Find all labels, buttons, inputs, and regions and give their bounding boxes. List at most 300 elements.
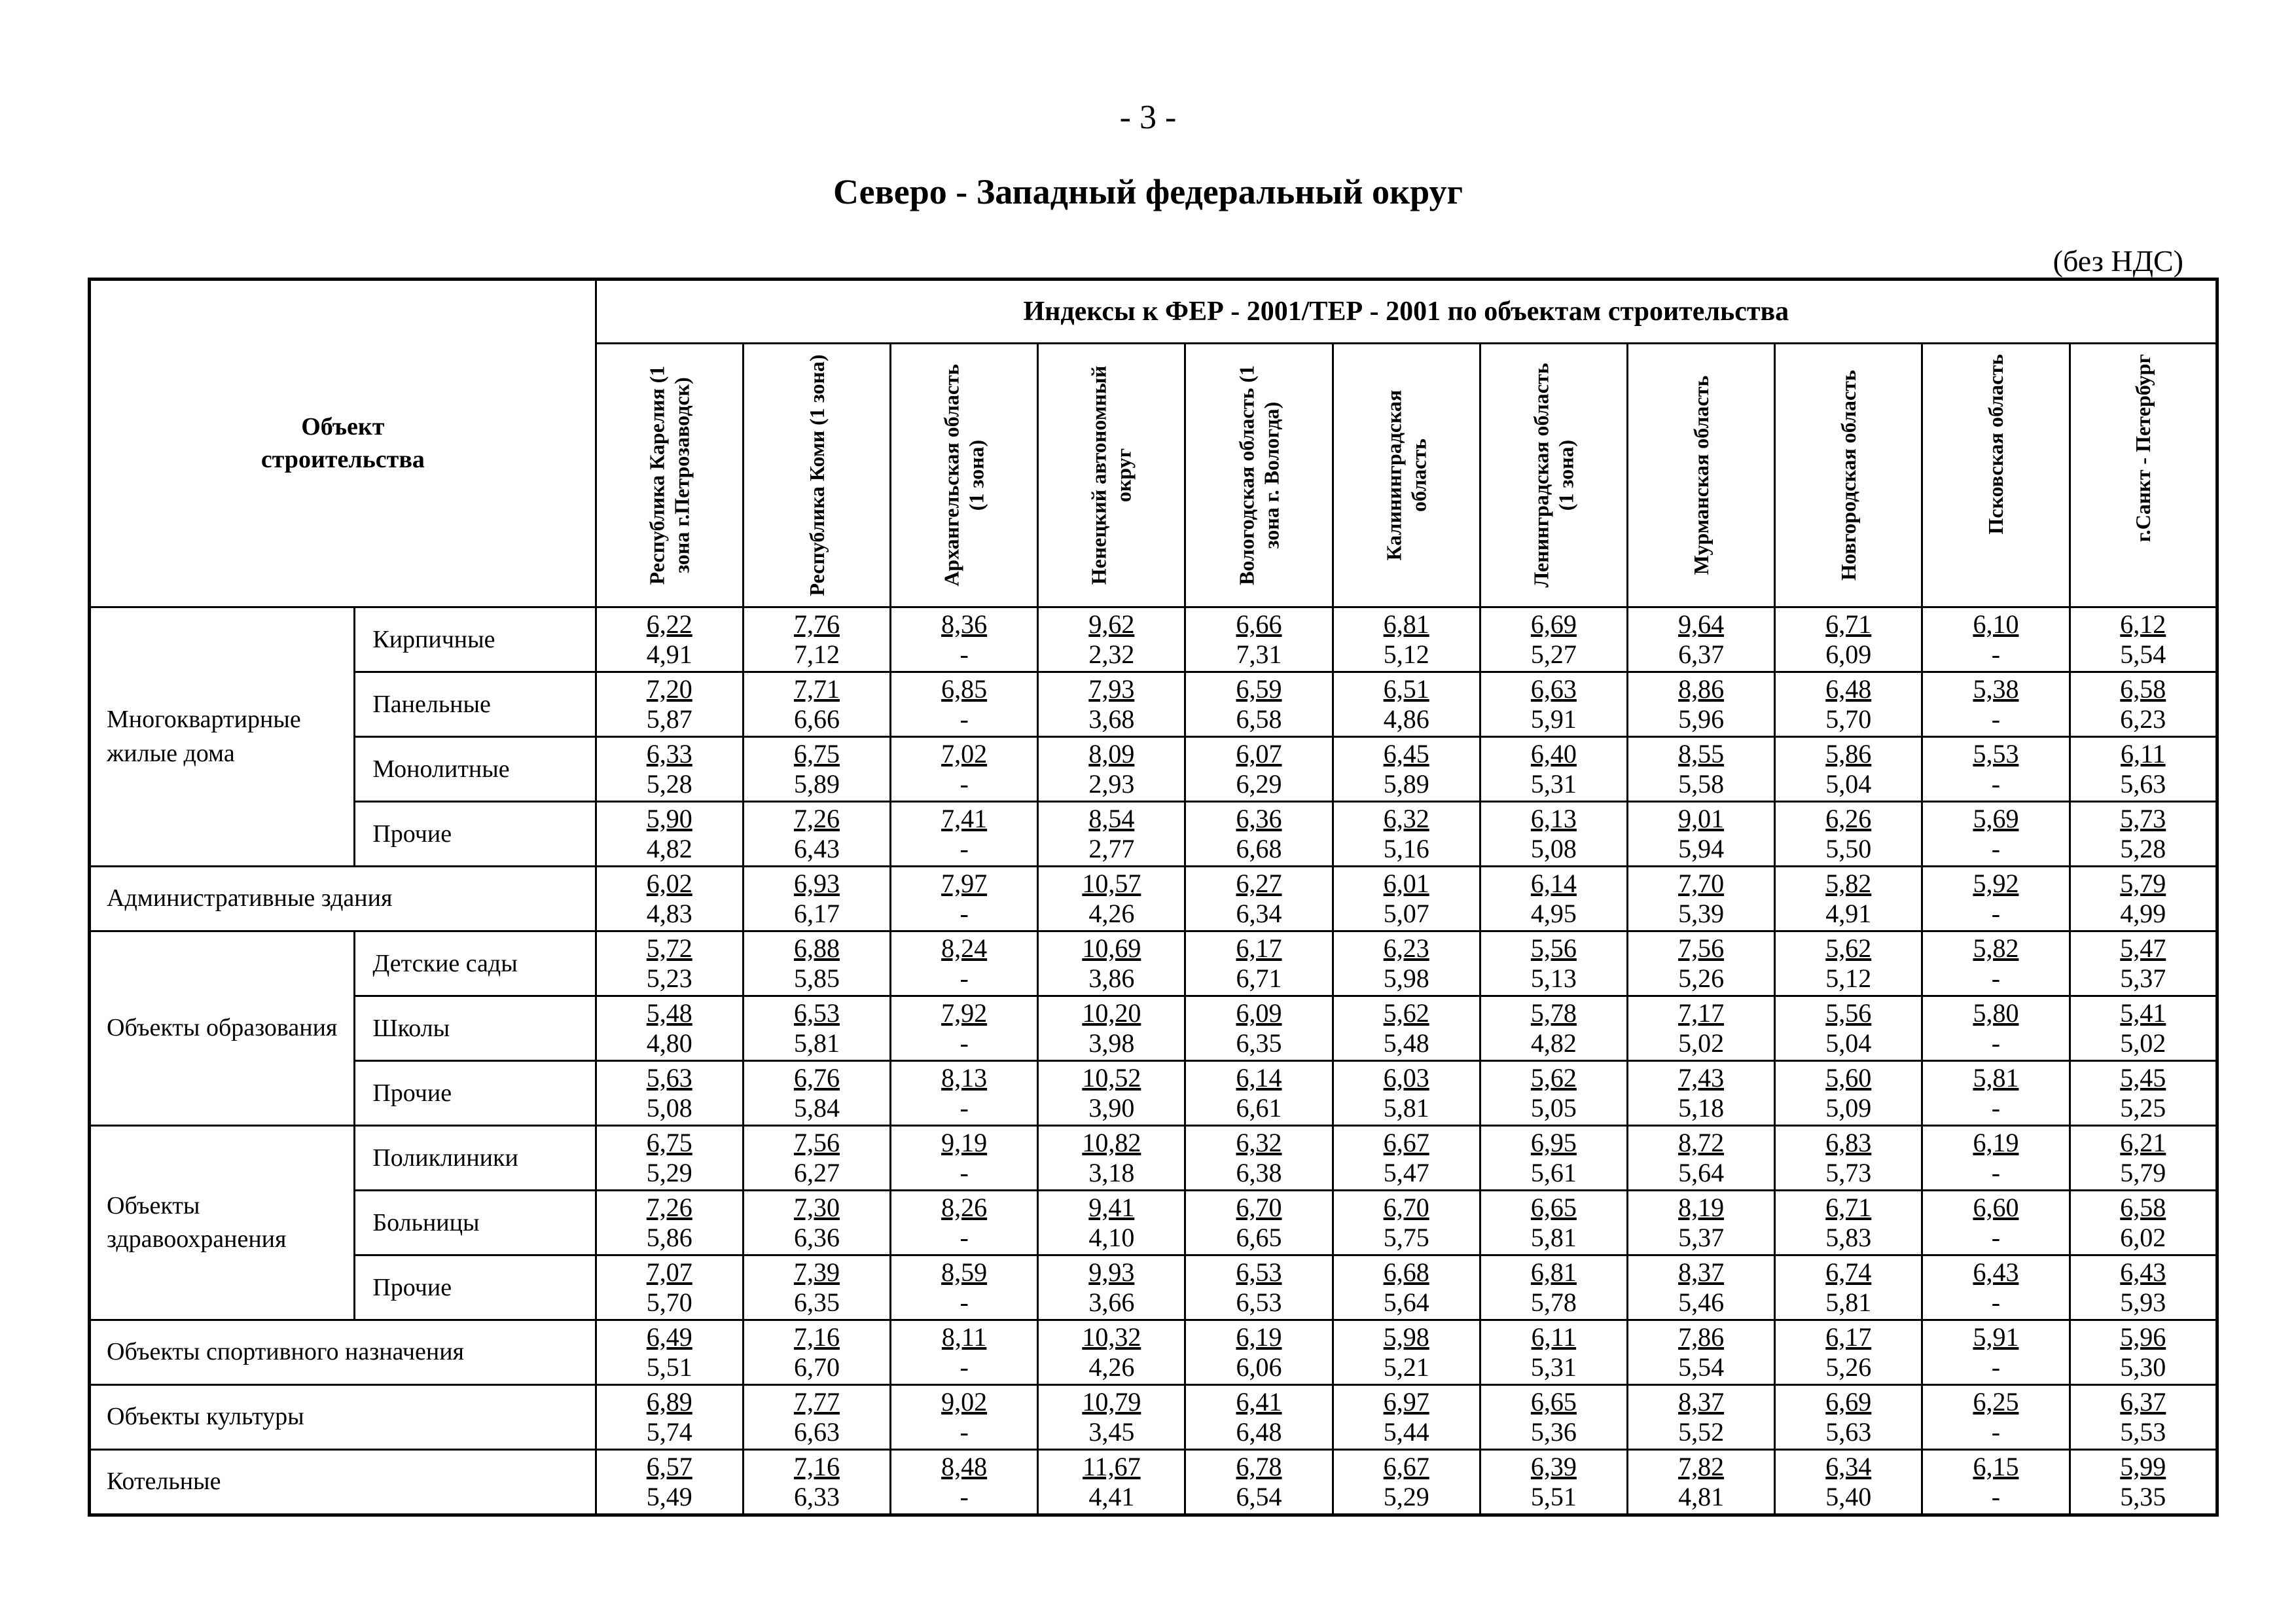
ter-index-value: 5,51 <box>646 1352 692 1382</box>
index-cell <box>1038 802 1185 867</box>
fer-index-value: 6,27 <box>1236 869 1282 898</box>
ter-index-value: 5,93 <box>2120 1288 2166 1317</box>
ter-index-value: 6,35 <box>1236 1028 1282 1058</box>
index-cell <box>2070 1191 2217 1255</box>
ter-index-value: 5,35 <box>2120 1482 2166 1511</box>
ter-index-value: 5,64 <box>1678 1158 1725 1187</box>
fer-index-value: 8,11 <box>941 1322 987 1352</box>
index-cell <box>1480 1191 1627 1255</box>
index-cell <box>1038 931 1185 996</box>
index-cell <box>2070 737 2217 802</box>
ter-index-value: 5,81 <box>1383 1093 1429 1123</box>
fer-index-value: 6,07 <box>1236 739 1282 768</box>
index-cell <box>2070 672 2217 737</box>
region-header-9 <box>1775 344 1922 607</box>
index-cell <box>2070 931 2217 996</box>
fer-index-value: 10,52 <box>1082 1063 1141 1092</box>
ter-index-value: 6,09 <box>1825 640 1872 669</box>
fer-index-value: 6,01 <box>1383 869 1429 898</box>
region-label: Ненецкий автономный округ <box>1086 365 1136 585</box>
fer-index-value: 10,32 <box>1082 1322 1141 1352</box>
ter-index-value: - <box>1991 1288 2001 1317</box>
index-cell <box>1333 867 1480 931</box>
fer-index-value: 6,25 <box>1973 1387 2019 1416</box>
index-cell <box>1627 1450 1774 1515</box>
index-cell <box>1038 996 1185 1061</box>
index-cell <box>1185 672 1333 737</box>
index-cell <box>1922 802 2070 867</box>
index-cell <box>2070 1255 2217 1320</box>
ter-index-value: 5,23 <box>646 964 692 993</box>
fer-index-value: 10,57 <box>1082 869 1141 898</box>
ter-index-value: - <box>960 704 969 734</box>
fer-index-value: 5,56 <box>1825 998 1872 1028</box>
ter-index-value: - <box>960 1417 969 1447</box>
index-cell <box>1480 672 1627 737</box>
index-cell <box>1922 1191 2070 1255</box>
fer-index-value: 5,79 <box>2120 869 2166 898</box>
fer-index-value: 6,45 <box>1383 739 1429 768</box>
fer-index-value: 7,56 <box>793 1128 840 1157</box>
ter-index-value: - <box>960 964 969 993</box>
region-header-4 <box>1038 344 1185 607</box>
fer-index-value: 5,90 <box>646 804 692 833</box>
ter-index-value: 5,85 <box>793 964 840 993</box>
index-cell <box>891 607 1038 672</box>
index-cell <box>743 1450 890 1515</box>
fer-index-value: 6,15 <box>1973 1452 2019 1481</box>
table-row <box>90 867 2217 931</box>
ter-index-value: - <box>1991 1093 2001 1123</box>
index-cell <box>1775 1126 1922 1191</box>
fer-index-value: 7,71 <box>793 674 840 704</box>
fer-index-value: 7,93 <box>1088 674 1135 704</box>
index-cell <box>1627 1320 1774 1385</box>
index-cell <box>1775 1450 1922 1515</box>
fer-index-value: 8,54 <box>1088 804 1135 833</box>
index-cell <box>1185 1191 1333 1255</box>
fer-index-value: 6,11 <box>2121 739 2166 768</box>
fer-index-value: 6,39 <box>1530 1452 1577 1481</box>
index-cell <box>1333 1126 1480 1191</box>
index-cell <box>1185 737 1333 802</box>
index-cell <box>1185 1320 1333 1385</box>
ter-index-value: - <box>960 1223 969 1252</box>
ter-index-value: 5,31 <box>1530 1352 1577 1382</box>
fer-index-value: 5,99 <box>2120 1452 2166 1481</box>
fer-index-value: 6,65 <box>1530 1193 1577 1222</box>
fer-index-value: 6,95 <box>1530 1128 1577 1157</box>
ter-index-value: 4,86 <box>1383 704 1429 734</box>
index-cell <box>1922 996 2070 1061</box>
index-cell <box>1480 737 1627 802</box>
ter-index-value: 6,61 <box>1236 1093 1282 1123</box>
fer-index-value: 6,12 <box>2120 609 2166 639</box>
ter-index-value: 4,91 <box>646 640 692 669</box>
index-cell <box>1038 1385 1185 1450</box>
index-cell <box>1333 1191 1480 1255</box>
index-cell <box>1627 802 1774 867</box>
index-cell <box>1480 1255 1627 1320</box>
ter-index-value: 5,18 <box>1678 1093 1725 1123</box>
ter-index-value: 3,45 <box>1088 1417 1135 1447</box>
ter-index-value: 5,12 <box>1825 964 1872 993</box>
fer-index-value: 8,86 <box>1678 674 1725 704</box>
fer-index-value: 5,81 <box>1973 1063 2019 1092</box>
ter-index-value: 6,70 <box>793 1352 840 1382</box>
fer-index-value: 9,62 <box>1088 609 1135 639</box>
index-cell <box>1480 1320 1627 1385</box>
ter-index-value: 5,25 <box>2120 1093 2166 1123</box>
ter-index-value: 5,16 <box>1383 834 1429 863</box>
index-cell <box>1627 1061 1774 1126</box>
fer-index-value: 6,57 <box>646 1452 692 1481</box>
index-cell <box>891 802 1038 867</box>
ter-index-value: 3,66 <box>1088 1288 1135 1317</box>
ter-index-value: 6,68 <box>1236 834 1282 863</box>
region-label: г.Санкт - Петербург <box>2131 354 2155 543</box>
fer-index-value: 5,48 <box>646 998 692 1028</box>
table-row <box>90 931 2217 996</box>
page-title: Северо - Западный федеральный округ <box>833 172 1463 211</box>
ter-index-value: 4,26 <box>1088 899 1135 928</box>
subtype-label: Школы <box>355 996 596 1061</box>
index-cell <box>1185 1385 1333 1450</box>
index-cell <box>2070 607 2217 672</box>
index-cell <box>1185 996 1333 1061</box>
region-label: Архангельская область (1 зона) <box>939 364 989 586</box>
fer-index-value: 6,75 <box>646 1128 692 1157</box>
fer-index-value: 5,62 <box>1530 1063 1577 1092</box>
ter-index-value: 6,53 <box>1236 1288 1282 1317</box>
group-label: Административные здания <box>90 867 596 931</box>
fer-index-value: 5,45 <box>2120 1063 2166 1092</box>
ter-index-value: 5,96 <box>1678 704 1725 734</box>
index-cell <box>1922 867 2070 931</box>
ter-index-value: 5,73 <box>1825 1158 1872 1187</box>
subtype-label: Больницы <box>355 1191 596 1255</box>
table-row <box>90 737 2217 802</box>
index-cell <box>596 996 743 1061</box>
object-column-header <box>90 280 596 607</box>
ter-index-value: 5,37 <box>2120 964 2166 993</box>
index-cell <box>1627 672 1774 737</box>
ter-index-value: - <box>1991 964 2001 993</box>
ter-index-value: 6,36 <box>793 1223 840 1252</box>
fer-index-value: 5,73 <box>2120 804 2166 833</box>
fer-index-value: 6,93 <box>793 869 840 898</box>
index-cell <box>743 1255 890 1320</box>
fer-index-value: 6,97 <box>1383 1387 1429 1416</box>
ter-index-value: 5,27 <box>1530 640 1577 669</box>
fer-index-value: 6,70 <box>1383 1193 1429 1222</box>
table-body <box>90 607 2217 1515</box>
table-row <box>90 1255 2217 1320</box>
ter-index-value: 6,23 <box>2120 704 2166 734</box>
fer-index-value: 6,78 <box>1236 1452 1282 1481</box>
fer-index-value: 5,63 <box>646 1063 692 1092</box>
fer-index-value: 8,48 <box>941 1452 988 1481</box>
ter-index-value: 5,75 <box>1383 1223 1429 1252</box>
ter-index-value: - <box>960 899 969 928</box>
fer-index-value: 6,76 <box>793 1063 840 1092</box>
ter-index-value: 4,82 <box>1530 1028 1577 1058</box>
ter-index-value: 5,47 <box>1383 1158 1429 1187</box>
index-cell <box>1775 607 1922 672</box>
ter-index-value: 5,39 <box>1678 899 1725 928</box>
ter-index-value: 5,52 <box>1678 1417 1725 1447</box>
index-cell <box>1333 607 1480 672</box>
index-cell <box>1775 1255 1922 1320</box>
construction-index-table <box>88 278 2219 1517</box>
region-label: Вологодская область (1 зона г. Вологда) <box>1234 365 1283 585</box>
ter-index-value: 5,30 <box>2120 1352 2166 1382</box>
region-header-8 <box>1627 344 1774 607</box>
fer-index-value: 6,03 <box>1383 1063 1429 1092</box>
subtype-label: Прочие <box>355 1061 596 1126</box>
ter-index-value: 5,91 <box>1530 704 1577 734</box>
index-cell <box>1775 931 1922 996</box>
fer-index-value: 7,41 <box>941 804 988 833</box>
ter-index-value: - <box>960 1028 969 1058</box>
table-header-row <box>90 280 2217 344</box>
ter-index-value: 5,07 <box>1383 899 1429 928</box>
index-cell <box>891 1320 1038 1385</box>
fer-index-value: 10,69 <box>1082 933 1141 963</box>
table-row <box>90 1320 2217 1385</box>
ter-index-value: 5,70 <box>1825 704 1872 734</box>
region-label: Калининградская область <box>1382 389 1431 561</box>
index-cell <box>1922 931 2070 996</box>
table-row <box>90 996 2217 1061</box>
ter-index-value: 5,79 <box>2120 1158 2166 1187</box>
index-cell <box>743 1126 890 1191</box>
ter-index-value: 6,66 <box>793 704 840 734</box>
index-cell <box>596 1385 743 1450</box>
ter-index-value: 6,33 <box>793 1482 840 1511</box>
index-cell <box>1922 1061 2070 1126</box>
table-row <box>90 802 2217 867</box>
fer-index-value: 6,41 <box>1236 1387 1282 1416</box>
ter-index-value: 5,09 <box>1825 1093 1872 1123</box>
page-number: - 3 - <box>1119 99 1177 136</box>
ter-index-value: - <box>960 1288 969 1317</box>
fer-index-value: 7,07 <box>646 1257 692 1287</box>
region-header-11 <box>2070 344 2217 607</box>
ter-index-value: 7,31 <box>1236 640 1282 669</box>
fer-index-value: 5,98 <box>1383 1322 1429 1352</box>
ter-index-value: 5,54 <box>1678 1352 1725 1382</box>
table-row <box>90 1385 2217 1450</box>
fer-index-value: 6,65 <box>1530 1387 1577 1416</box>
fer-index-value: 6,22 <box>646 609 692 639</box>
index-cell <box>2070 1450 2217 1515</box>
index-cell <box>891 737 1038 802</box>
fer-index-value: 6,33 <box>646 739 692 768</box>
indices-header: Индексы к ФЕР - 2001/ТЕР - 2001 по объектам строительства <box>596 280 2217 344</box>
ter-index-value: - <box>1991 834 2001 863</box>
ter-index-value: - <box>1991 1482 2001 1511</box>
ter-index-value: 6,38 <box>1236 1158 1282 1187</box>
fer-index-value: 7,30 <box>793 1193 840 1222</box>
index-cell <box>596 931 743 996</box>
fer-index-value: 9,41 <box>1088 1193 1135 1222</box>
fer-index-value: 9,02 <box>941 1387 988 1416</box>
index-cell <box>1480 1450 1627 1515</box>
fer-index-value: 5,82 <box>1973 933 2019 963</box>
index-cell <box>743 672 890 737</box>
ter-index-value: 5,83 <box>1825 1223 1872 1252</box>
ter-index-value: 5,86 <box>646 1223 692 1252</box>
index-cell <box>1333 1320 1480 1385</box>
fer-index-value: 6,74 <box>1825 1257 1872 1287</box>
index-cell <box>1775 1061 1922 1126</box>
table-row <box>90 1450 2217 1515</box>
fer-index-value: 6,32 <box>1383 804 1429 833</box>
index-cell <box>1627 1126 1774 1191</box>
ter-index-value: 5,28 <box>646 769 692 799</box>
ter-index-value: 5,58 <box>1678 769 1725 799</box>
fer-index-value: 8,09 <box>1088 739 1135 768</box>
subtype-label: Кирпичные <box>355 607 596 672</box>
ter-index-value: 5,28 <box>2120 834 2166 863</box>
index-cell <box>1333 1255 1480 1320</box>
fer-index-value: 6,36 <box>1236 804 1282 833</box>
subtype-label: Поликлиники <box>355 1126 596 1191</box>
index-cell <box>1333 802 1480 867</box>
ter-index-value: 5,02 <box>2120 1028 2166 1058</box>
index-cell <box>1333 996 1480 1061</box>
index-cell <box>1627 1191 1774 1255</box>
index-cell <box>891 1126 1038 1191</box>
fer-index-value: 5,82 <box>1825 869 1872 898</box>
ter-index-value: - <box>1991 1158 2001 1187</box>
index-cell <box>1922 1255 2070 1320</box>
index-cell <box>2070 1126 2217 1191</box>
ter-index-value: - <box>1991 1028 2001 1058</box>
fer-index-value: 5,72 <box>646 933 692 963</box>
ter-index-value: 5,13 <box>1530 964 1577 993</box>
ter-index-value: 6,54 <box>1236 1482 1282 1511</box>
index-cell <box>1627 737 1774 802</box>
fer-index-value: 6,32 <box>1236 1128 1282 1157</box>
index-cell <box>1185 1126 1333 1191</box>
index-cell <box>1480 996 1627 1061</box>
index-cell <box>2070 802 2217 867</box>
index-cell <box>1922 737 2070 802</box>
index-cell <box>891 996 1038 1061</box>
index-cell <box>743 996 890 1061</box>
ter-index-value: 5,63 <box>2120 769 2166 799</box>
fer-index-value: 7,20 <box>646 674 692 704</box>
ter-index-value: 6,17 <box>793 899 840 928</box>
ter-index-value: 7,12 <box>793 640 840 669</box>
fer-index-value: 6,40 <box>1530 739 1577 768</box>
index-cell <box>1775 1320 1922 1385</box>
fer-index-value: 6,19 <box>1973 1128 2019 1157</box>
index-cell <box>1775 867 1922 931</box>
index-cell <box>2070 867 2217 931</box>
index-cell <box>2070 996 2217 1061</box>
index-cell <box>596 1320 743 1385</box>
fer-index-value: 6,37 <box>2120 1387 2166 1416</box>
fer-index-value: 7,17 <box>1678 998 1725 1028</box>
ter-index-value: 6,35 <box>793 1288 840 1317</box>
index-cell <box>596 1450 743 1515</box>
fer-index-value: 9,19 <box>941 1128 988 1157</box>
ter-index-value: 5,89 <box>793 769 840 799</box>
ter-index-value: 6,02 <box>2120 1223 2166 1252</box>
fer-index-value: 7,97 <box>941 869 988 898</box>
fer-index-value: 7,26 <box>646 1193 692 1222</box>
fer-index-value: 7,16 <box>793 1322 840 1352</box>
fer-index-value: 6,66 <box>1236 609 1282 639</box>
fer-index-value: 6,19 <box>1236 1322 1282 1352</box>
ter-index-value: 3,18 <box>1088 1158 1135 1187</box>
index-cell <box>891 1450 1038 1515</box>
index-cell <box>1775 672 1922 737</box>
ter-index-value: 5,87 <box>646 704 692 734</box>
table-row <box>90 672 2217 737</box>
region-header-5 <box>1185 344 1333 607</box>
index-cell <box>743 1191 890 1255</box>
index-cell <box>1627 1255 1774 1320</box>
fer-index-value: 6,67 <box>1383 1452 1429 1481</box>
fer-index-value: 6,67 <box>1383 1128 1429 1157</box>
ter-index-value: 5,08 <box>1530 834 1577 863</box>
fer-index-value: 6,85 <box>941 674 988 704</box>
fer-index-value: 7,70 <box>1678 869 1725 898</box>
fer-index-value: 5,92 <box>1973 869 2019 898</box>
ter-index-value: 5,63 <box>1825 1417 1872 1447</box>
index-cell <box>596 802 743 867</box>
fer-index-value: 7,02 <box>941 739 988 768</box>
index-cell <box>1480 1126 1627 1191</box>
fer-index-value: 6,14 <box>1236 1063 1282 1092</box>
fer-index-value: 6,43 <box>1973 1257 2019 1287</box>
index-cell <box>2070 1320 2217 1385</box>
index-cell <box>1038 1061 1185 1126</box>
index-cell <box>1627 996 1774 1061</box>
ter-index-value: 3,68 <box>1088 704 1135 734</box>
fer-index-value: 8,59 <box>941 1257 988 1287</box>
region-header-10 <box>1922 344 2070 607</box>
region-label: Республика Карелия (1 зона г.Петрозаводск) <box>645 365 694 585</box>
group-label: Объекты спортивного назначения <box>90 1320 596 1385</box>
ter-index-value: - <box>960 640 969 669</box>
ter-index-value: 5,61 <box>1530 1158 1577 1187</box>
fer-index-value: 5,96 <box>2120 1322 2166 1352</box>
fer-index-value: 6,70 <box>1236 1193 1282 1222</box>
fer-index-value: 7,39 <box>793 1257 840 1287</box>
fer-index-value: 5,60 <box>1825 1063 1872 1092</box>
index-cell <box>596 737 743 802</box>
ter-index-value: - <box>1991 640 2001 669</box>
ter-index-value: 5,12 <box>1383 640 1429 669</box>
ter-index-value: 5,40 <box>1825 1482 1872 1511</box>
ter-index-value: 6,65 <box>1236 1223 1282 1252</box>
fer-index-value: 6,23 <box>1383 933 1429 963</box>
fer-index-value: 6,17 <box>1236 933 1282 963</box>
index-cell <box>1333 672 1480 737</box>
ter-index-value: 2,93 <box>1088 769 1135 799</box>
fer-index-value: 5,41 <box>2120 998 2166 1028</box>
index-cell <box>1038 1450 1185 1515</box>
fer-index-value: 6,14 <box>1530 869 1577 898</box>
subtype-label: Панельные <box>355 672 596 737</box>
subtype-label: Детские сады <box>355 931 596 996</box>
index-cell <box>743 607 890 672</box>
